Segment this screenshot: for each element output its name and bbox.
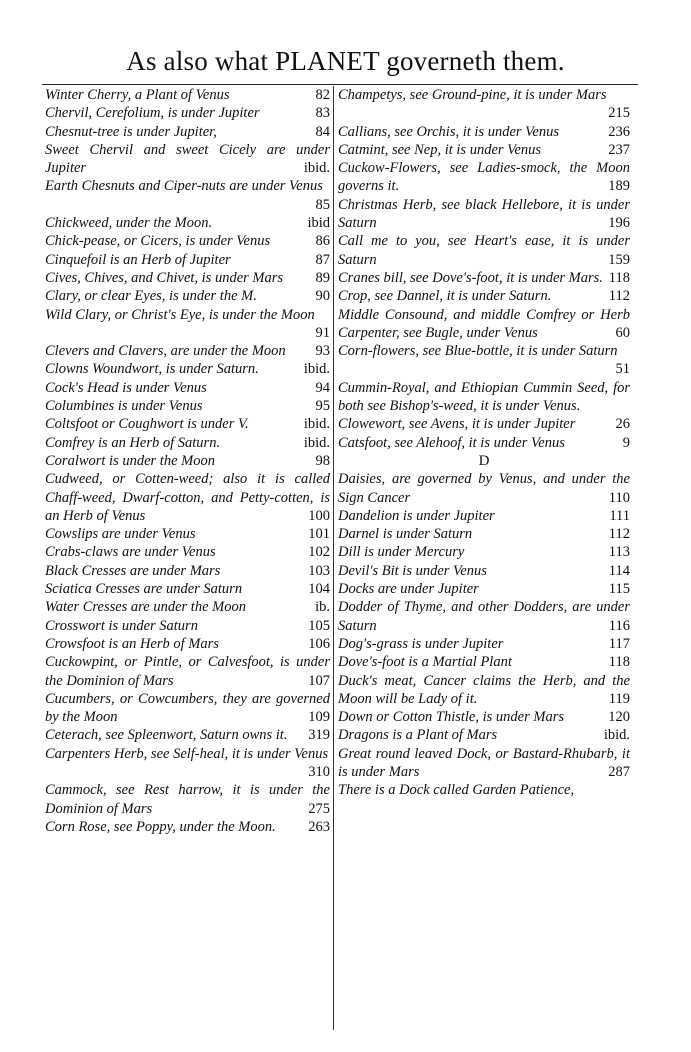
entry-text: Chervil, Cerefolium, is under Jupiter: [45, 105, 260, 122]
entry-text: Wild Clary, or Christ's Eye, is under the Moon: [45, 306, 315, 323]
page-number: 103: [308, 562, 330, 579]
index-entry: [45, 617, 330, 635]
index-entry: [45, 232, 330, 250]
page-number: 189: [608, 178, 630, 195]
page-number: 102: [308, 544, 330, 561]
entry-text: Clowewort, see Avens, it is under Jupiter: [338, 416, 576, 433]
page-number: 107: [308, 672, 330, 689]
entry-text: Cuckow-Flowers, see Ladies-smock, the Moon governs it.: [338, 160, 630, 195]
entry-text: Christmas Herb, see black Hellebore, it is under Saturn: [338, 196, 630, 232]
page-number: 116: [608, 617, 630, 634]
page-number: 115: [608, 581, 630, 598]
page-number: 112: [608, 526, 630, 543]
page-number: ib.: [315, 599, 330, 616]
entry-text: Cowslips are under Venus: [45, 526, 196, 543]
entry-text: Crabs-claws are under Venus: [45, 544, 216, 561]
entry-text: Clary, or clear Eyes, is under the M.: [45, 288, 257, 305]
index-entry: [338, 525, 630, 543]
index-entry: [338, 562, 630, 580]
left-column: [45, 86, 330, 836]
page-number: 236: [608, 123, 630, 140]
index-entry: [45, 251, 330, 269]
page-number: 93: [315, 343, 330, 360]
index-entry: [45, 141, 330, 178]
index-entry: [338, 672, 630, 709]
page-number: ibid.: [303, 434, 330, 451]
page-number: 263: [308, 818, 330, 835]
index-entry: [338, 745, 630, 782]
page-number: 196: [608, 215, 630, 232]
entry-text: Dill is under Mercury: [338, 544, 465, 561]
entry-text: Cummin-Royal, and Ethiopian Cummin Seed, for both see Bishop's-weed, it is under Venus.: [338, 379, 630, 415]
entry-text: Cives, Chives, and Chivet, is under Mars: [45, 269, 284, 286]
index-entry: [338, 470, 630, 507]
index-entry: [45, 287, 330, 305]
entry-text: Sweet Chervil and sweet Cicely are under Jupiter: [45, 141, 330, 177]
index-entry: [45, 434, 330, 452]
entry-text: Cinquefoil is an Herb of Jupiter: [45, 251, 231, 268]
page-number: 109: [308, 709, 330, 726]
index-entry: [45, 635, 330, 653]
index-entry: [45, 397, 330, 415]
entry-text: Corn Rose, see Poppy, under the Moon.: [45, 818, 276, 835]
index-entry: [338, 653, 630, 671]
right-column: [338, 86, 630, 800]
page-number: 275: [308, 800, 330, 817]
index-entry: [338, 415, 630, 433]
index-entry: [45, 690, 330, 727]
page-number: 319: [308, 727, 330, 744]
index-entry: [45, 306, 330, 343]
page-number: 89: [315, 269, 330, 286]
page-number: 110: [608, 489, 630, 506]
entry-text: Clowns Woundwort, is under Saturn.: [45, 361, 259, 378]
page-number: 82: [315, 87, 330, 103]
entry-text: Cudweed, or Cotten-weed; also it is called Chaff-weed, Dwarf-cotton, and Petty-cotten, is an Herb of Venus: [45, 471, 330, 524]
entry-text: Middle Consound, and middle Comfrey or Herb Carpenter, see Bugle, under Venus: [338, 306, 630, 341]
entry-text: Sciatica Cresses are under Saturn: [45, 581, 243, 598]
entry-text: Crop, see Dannel, it is under Saturn.: [338, 288, 552, 305]
entry-text: Cammock, see Rest harrow, it is under the Dominion of Mars: [45, 782, 330, 817]
entry-text: Darnel is under Saturn: [338, 526, 473, 543]
entry-text: Docks are under Jupiter: [338, 581, 479, 598]
entry-text: Water Cresses are under the Moon: [45, 599, 246, 616]
index-entry: [45, 452, 330, 470]
entry-text: Great round leaved Dock, or Bastard-Rhubarb, it is under Mars: [338, 745, 630, 780]
page-number: 84: [315, 123, 330, 140]
entry-text: Ceterach, see Spleenwort, Saturn owns it.: [45, 727, 288, 744]
page-number: ibid.: [303, 160, 330, 177]
page-number: 91: [315, 324, 330, 341]
index-entry: [338, 159, 630, 196]
entry-text: Champetys, see Ground-pine, it is under Mars: [338, 87, 607, 103]
index-entry: [45, 818, 330, 836]
index-entry: [45, 379, 330, 397]
index-entry: [338, 781, 630, 799]
page-number: 159: [608, 251, 630, 268]
index-entry: [45, 781, 330, 818]
index-entry: [45, 214, 330, 232]
entry-text: Dog's-grass is under Jupiter: [338, 635, 504, 652]
index-entry: [338, 306, 630, 343]
page-number: 287: [608, 763, 630, 780]
page-number: 9: [622, 434, 630, 451]
page-number: 98: [315, 452, 330, 469]
index-entry: [338, 543, 630, 561]
index-entry: [338, 123, 630, 141]
index-entry: [45, 598, 330, 616]
index-entry: [338, 580, 630, 598]
page-number: 105: [308, 617, 330, 634]
entry-text: Earth Chesnuts and Ciper-nuts are under Venus: [45, 178, 323, 195]
page-number: 90: [315, 288, 330, 305]
page-number: 51: [615, 361, 630, 378]
entry-text: Duck's meat, Cancer claims the Herb, and the Moon will be Lady of it.: [338, 672, 630, 707]
index-entry: [338, 379, 630, 416]
index-entry: [338, 708, 630, 726]
index-entry: [45, 470, 330, 525]
entry-text: Dandelion is under Jupiter: [338, 507, 495, 524]
column-divider: [333, 86, 334, 1030]
entry-text: Devil's Bit is under Venus: [338, 562, 487, 579]
entry-text: Carpenters Herb, see Self-heal, it is under Venus: [45, 745, 329, 762]
entry-text: Winter Cherry, a Plant of Venus: [45, 87, 230, 103]
entry-text: Coralwort is under the Moon: [45, 452, 215, 469]
entry-text: Dragons is a Plant of Mars: [338, 727, 498, 744]
entry-text: Catmint, see Nep, it is under Venus: [338, 141, 541, 158]
entry-text: Cranes bill, see Dove's-foot, it is under Mars.: [338, 269, 603, 286]
index-entry: [45, 360, 330, 378]
page-number: 60: [615, 324, 630, 341]
page-number: 310: [308, 763, 330, 780]
entry-text: Daisies, are governed by Venus, and under the Sign Cancer: [338, 471, 630, 506]
index-entry: [338, 434, 630, 452]
page-number: 101: [308, 526, 330, 543]
index-entry: [338, 269, 630, 287]
entry-text: Cuckowpint, or Pintle, or Calvesfoot, is under the Dominion of Mars: [45, 654, 330, 689]
page-number: 118: [608, 654, 630, 671]
page-number: 94: [315, 379, 330, 396]
index-entry: [338, 726, 630, 744]
index-entry: [45, 562, 330, 580]
entry-text: Clevers and Clavers, are under the Moon: [45, 343, 286, 360]
entry-text: Black Cresses are under Mars: [45, 562, 221, 579]
entry-text: Cucumbers, or Cowcumbers, they are governed by the Moon: [45, 690, 330, 726]
index-entry: [45, 104, 330, 122]
page-number: 100: [308, 507, 330, 524]
page-number: 118: [608, 269, 630, 286]
entry-text: Dodder of Thyme, and other Dodders, are under Saturn: [338, 599, 630, 634]
index-entry: [45, 177, 330, 214]
index-entry: [338, 232, 630, 269]
page-number: ibid.: [303, 416, 330, 433]
entry-text: Chickweed, under the Moon.: [45, 215, 213, 232]
index-entry: [45, 123, 330, 141]
index-entry: [338, 86, 630, 123]
index-entry: [45, 726, 330, 744]
page-number: 85: [315, 196, 330, 213]
page-number: 112: [608, 288, 630, 305]
page-number: 95: [315, 398, 330, 415]
index-entry: [338, 342, 630, 379]
page-number: 215: [608, 105, 630, 122]
index-entry: [338, 196, 630, 233]
index-entry: [338, 507, 630, 525]
page-number: 104: [308, 581, 330, 598]
page-title: As also what PLANET governeth them.: [126, 46, 565, 76]
entry-text: Columbines is under Venus: [45, 398, 203, 415]
entry-text: Callians, see Orchis, it is under Venus: [338, 123, 559, 140]
page-number: ibid.: [303, 361, 330, 378]
entry-text: Coltsfoot or Coughwort is under V.: [45, 416, 249, 433]
page-number: 113: [608, 544, 630, 561]
entry-text: Corn-flowers, see Blue-bottle, it is under Saturn: [338, 343, 618, 360]
page-number: 111: [609, 507, 630, 524]
entry-text: Comfrey is an Herb of Saturn.: [45, 434, 221, 451]
entry-text: Crowsfoot is an Herb of Mars: [45, 635, 219, 652]
index-entry: [45, 745, 330, 782]
index-entry: [45, 342, 330, 360]
page-number: 114: [608, 562, 630, 579]
index-entry: [338, 598, 630, 635]
entry-text: Catsfoot, see Alehoof, it is under Venus: [338, 434, 565, 451]
index-entry: [338, 635, 630, 653]
index-entry: [45, 525, 330, 543]
index-entry: [338, 141, 630, 159]
entry-text: Crosswort is under Saturn: [45, 617, 198, 634]
index-entry: [45, 86, 330, 104]
entry-text: Down or Cotton Thistle, is under Mars: [338, 709, 564, 726]
entry-text: Chesnut-tree is under Jupiter,: [45, 123, 217, 140]
entry-text: Cock's Head is under Venus: [45, 379, 207, 396]
page-number: 26: [615, 416, 630, 433]
section-letter: [338, 452, 630, 470]
page-number: 119: [608, 690, 630, 707]
page-number: 120: [608, 709, 630, 726]
entry-text: Dove's-foot is a Martial Plant: [338, 654, 512, 671]
index-entry: [45, 269, 330, 287]
page-number: 87: [315, 251, 330, 268]
entry-text: There is a Dock called Garden Patience,: [338, 782, 575, 799]
page-number: 83: [315, 105, 330, 122]
index-entry: [338, 287, 630, 305]
index-entry: [45, 653, 330, 690]
index-entry: [45, 580, 330, 598]
index-entry: [45, 543, 330, 561]
title-rule: [42, 84, 638, 85]
entry-text: Chick-pease, or Cicers, is under Venus: [45, 233, 271, 250]
page-number: 117: [608, 635, 630, 652]
index-entry: [45, 415, 330, 433]
page-number: ibid: [307, 215, 330, 232]
page-number: 106: [308, 635, 330, 652]
page-number: 237: [608, 141, 630, 158]
entry-text: Call me to you, see Heart's ease, it is under Saturn: [338, 233, 630, 268]
section-letter-text: D: [478, 452, 490, 469]
page-number: 86: [315, 233, 330, 250]
page-number: ibid.: [603, 727, 630, 744]
